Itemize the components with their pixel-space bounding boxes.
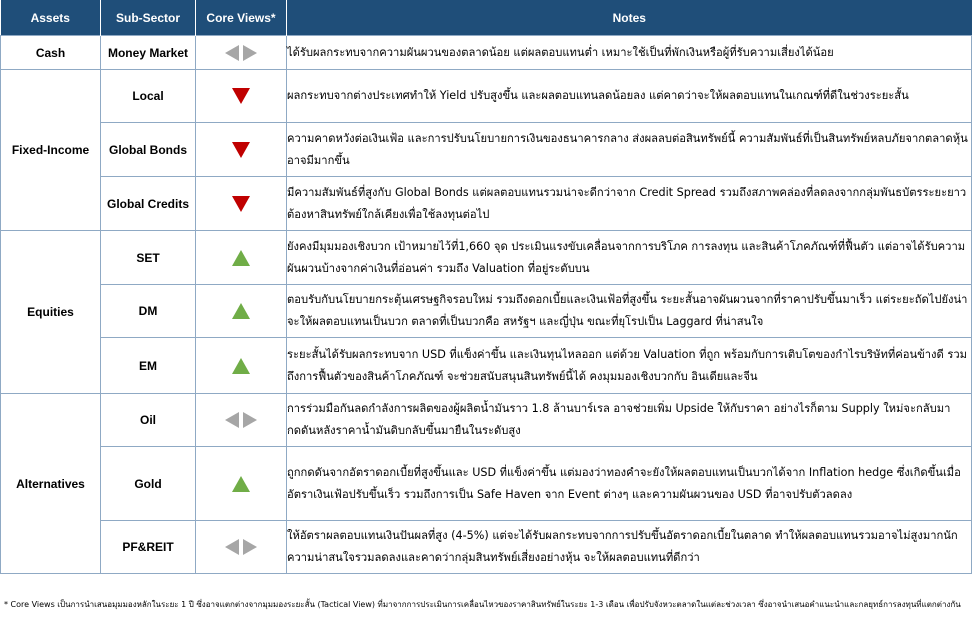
core-view-cell [196, 231, 287, 285]
header-core-views: Core Views* [196, 0, 287, 36]
neutral-arrows-icon [224, 44, 258, 62]
core-view-cell [196, 521, 287, 574]
notes-cell: ผลกระทบจากต่างประเทศทำให้ Yield ปรับสูงขึ้น และผลตอบแทนลดน้อยลง แต่คาดว่าจะให้ผลตอบแทนในเกณฑ์ที่ดีในช่วงระยะสั้น [287, 70, 972, 123]
table-row [1, 521, 972, 574]
sub-sector-global-bonds: Global Bonds [101, 123, 196, 177]
sub-sector-oil: Oil [101, 394, 196, 447]
core-view-cell [196, 123, 287, 177]
core-view-cell [196, 338, 287, 394]
header-row [1, 0, 972, 36]
down-triangle-icon [232, 196, 250, 212]
core-view-cell [196, 447, 287, 521]
sub-sector-pf-reit: PF&REIT [101, 521, 196, 574]
left-triangle-icon [225, 45, 239, 61]
table-row [1, 177, 972, 231]
down-triangle-icon [232, 88, 250, 104]
sub-sector-gold: Gold [101, 447, 196, 521]
notes-cell: ยังคงมีมุมมองเชิงบวก เป้าหมายไว้ที่1,660 จุด ประเมินแรงขับเคลื่อนจากการบริโภค การลงทุน และสินค้าโภคภัณฑ์ที่ฟื้นตัว แต่อาจได้รับความผันผวนบ้างจากค่าเงินที่อ่อนค่า รวมถึง Valuation ที่อยู่ระดับบน [287, 231, 972, 285]
sub-sector-local: Local [101, 70, 196, 123]
up-triangle-icon [232, 303, 250, 319]
notes-cell: การร่วมมือกันลดกำลังการผลิตของผู้ผลิตน้ำมันราว 1.8 ล้านบาร์เรล อาจช่วยเพิ่ม Upside ให้กับราคา อย่างไรก็ตาม Supply ใหม่จะกลับมากดดันหลังราคาน้ำมันดิบกลับขึ้นมายืนในระดับสูง [287, 394, 972, 447]
left-triangle-icon [225, 412, 239, 428]
notes-cell: ได้รับผลกระทบจากความผันผวนของตลาดน้อย แต่ผลตอบแทนต่ำ เหมาะใช้เป็นที่พักเงินหรือผู้ที่รับความเสี่ยงได้น้อย [287, 36, 972, 70]
notes-cell: ความคาดหวังต่อเงินเฟ้อ และการปรับนโยบายการเงินของธนาคารกลาง ส่งผลลบต่อสินทรัพย์นี้ ความสัมพันธ์ที่เป็นสินทรัพย์หลบภัยจากตลาดหุ้นอาจมีมากขึ้น [287, 123, 972, 177]
sub-sector-em: EM [101, 338, 196, 394]
table-row [1, 123, 972, 177]
table-row [1, 36, 972, 70]
core-view-cell [196, 394, 287, 447]
core-view-cell [196, 285, 287, 338]
right-triangle-icon [243, 539, 257, 555]
asset-fixed-income: Fixed-Income [1, 70, 101, 231]
sub-sector-dm: DM [101, 285, 196, 338]
notes-cell: มีความสัมพันธ์ที่สูงกับ Global Bonds แต่ผลตอบแทนรวมน่าจะดีกว่าจาก Credit Spread รวมถึงสภาพคล่องที่ลดลงจากกลุ่มพันธบัตรระยะยาวต้องหาสินทรัพย์ใกล้เคียงเพื่อใช้ลงทุนต่อไป [287, 177, 972, 231]
table-row [1, 338, 972, 394]
right-triangle-icon [243, 45, 257, 61]
notes-cell: ให้อัตราผลตอบแทนเงินปันผลที่สูง (4-5%) แต่จะได้รับผลกระทบจากการปรับขึ้นอัตราดอกเบี้ยในตลาด ทำให้ผลตอบแทนรวมอาจไม่สูงมากนัก ความน่าสนใจรวมลดลงและคาดว่ากลุ่มสินทรัพย์เสี่ยงอย่างหุ้น จะให้ผลตอบแทนที่ดีกว่า [287, 521, 972, 574]
up-triangle-icon [232, 476, 250, 492]
up-triangle-icon [232, 358, 250, 374]
sub-sector-set: SET [101, 231, 196, 285]
neutral-arrows-icon [224, 538, 258, 556]
sub-sector-global-credits: Global Credits [101, 177, 196, 231]
notes-cell: ระยะสั้นได้รับผลกระทบจาก USD ที่แข็งค่าขึ้น และเงินทุนไหลออก แต่ด้วย Valuation ที่ถูก พร้อมกับการเติบโตของกำไรบริษัทที่ค่อนข้างดี รวมถึงการฟื้นตัวของสินค้าโภคภัณฑ์ จะช่วยสนับสนุนสินทรัพย์นี้ได้ คงมุมมองเชิงบวกกับ อินเดียและจีน [287, 338, 972, 394]
core-view-cell [196, 70, 287, 123]
up-triangle-icon [232, 250, 250, 266]
left-triangle-icon [225, 539, 239, 555]
header-sub-sector: Sub-Sector [101, 0, 196, 36]
asset-alternatives: Alternatives [1, 394, 101, 574]
asset-cash: Cash [1, 36, 101, 70]
table-row [1, 447, 972, 521]
asset-equities: Equities [1, 231, 101, 394]
neutral-arrows-icon [224, 411, 258, 429]
header-assets: Assets [1, 0, 101, 36]
notes-cell: ตอบรับกับนโยบายกระตุ้นเศรษฐกิจรอบใหม่ รวมถึงดอกเบี้ยและเงินเฟ้อที่สูงขึ้น ระยะสั้นอาจผันผวนจากที่ราคาปรับขึ้นมาเร็ว แต่ระยะถัดไปยังน่าจะให้ผลตอบแทนเป็นบวก ตลาดที่เป็นบวกคือ สหรัฐฯ และญี่ปุ่น ขณะที่ยุโรปเป็น Laggard ที่น่าสนใจ [287, 285, 972, 338]
right-triangle-icon [243, 412, 257, 428]
footnote: * Core Views เป็นการนำเสนอมุมมองหลักในระยะ 1 ปี ซึ่งอาจแตกต่างจากมุมมองระยะสั้น (Tactical View) ที่มาจากการประเมินการเคลื่อนไหวของราคาสินทรัพย์ในระยะ 1-3 เดือน เพื่อปรับจังหวะตลาดในแต่ละช่วงเวลา ซึ่งอาจนำเสนอคำแนะนำและกลยุทธ์การลงทุนที่แตกต่างกัน [4, 600, 961, 609]
header-notes: Notes [287, 0, 972, 36]
table-row [1, 285, 972, 338]
table-row [1, 70, 972, 123]
down-triangle-icon [232, 142, 250, 158]
core-view-cell [196, 177, 287, 231]
table-row [1, 394, 972, 447]
core-view-cell [196, 36, 287, 70]
sub-sector-money-market: Money Market [101, 36, 196, 70]
notes-cell: ถูกกดดันจากอัตราดอกเบี้ยที่สูงขึ้นและ USD ที่แข็งค่าขึ้น แต่มองว่าทองคำจะยังให้ผลตอบแทนเป็นบวกได้จาก Inflation hedge ซึ่งเกิดขึ้นเมื่ออัตราเงินเฟ้อปรับขึ้นเร็ว รวมถึงการเป็น Safe Haven จาก Event ต่างๆ และความผันผวนของ USD ที่อาจปรับตัวลดลง [287, 447, 972, 521]
table-row [1, 231, 972, 285]
